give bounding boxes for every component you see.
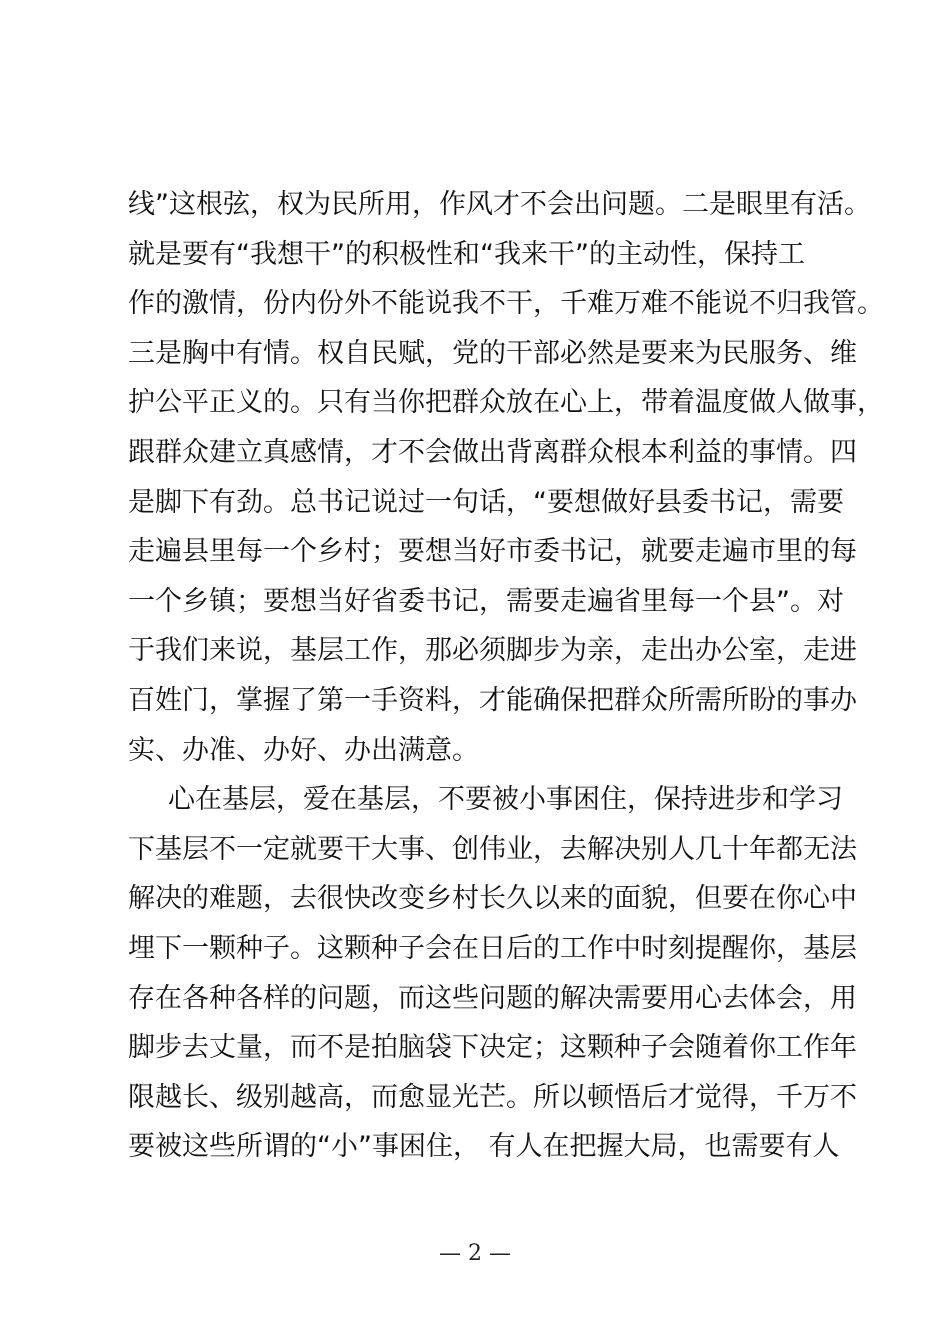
text-line: 百姓门，掌握了第一手资料，才能确保把群众所需所盼的事办 (128, 684, 857, 716)
text-line: 于我们来说，基层工作，那必须脚步为亲，走出办公室，走进 (128, 635, 857, 667)
text-line: 就是要有“我想干”的积极性和“我来干”的主动性，保持工 (128, 238, 805, 270)
text-line: 走遍县里每一个乡村；要想当好市委书记，就要走遍市里的每 (128, 536, 857, 568)
text-line: 埋下一颗种子。这颗种子会在日后的工作中时刻提醒你，基层 (128, 932, 857, 964)
text-line: 是脚下有劲。总书记说过一句话，“要想做好县委书记，需要 (128, 486, 844, 518)
text-line: 实、办准、办好、办出满意。 (128, 734, 479, 766)
text-line: 要被这些所谓的“小”事困住， 有人在把握大局，也需要有人 (128, 1131, 840, 1163)
page-number: — 2 — (439, 1241, 511, 1266)
body-text (128, 180, 884, 1172)
text-line: 存在各种各样的问题，而这些问题的解决需要用心去体会，用 (128, 982, 857, 1014)
text-line: 跟群众建立真感情，才不会做出背离群众根本利益的事情。四 (128, 436, 857, 468)
text-line: 三是胸中有情。权自民赋，党的干部必然是要来为民服务、维 (128, 337, 857, 369)
text-line: 线”这根弦，权为民所用，作风才不会出问题。二是眼里有活。 (128, 189, 871, 220)
text-line: 护公平正义的。只有当你把群众放在心上，带着温度做人做事， (128, 387, 884, 419)
text-line: 心在基层，爱在基层，不要被小事困住，保持进步和学习 (168, 784, 843, 816)
text-line: 限越长、级别越高，而愈显光芒。所以顿悟后才觉得，千万不 (128, 1081, 857, 1113)
text-line: 一个乡镇；要想当好省委书记，需要走遍省里每一个县”。对 (128, 585, 844, 617)
text-line: 下基层不一定就要干大事、创伟业，去解决别人几十年都无法 (128, 833, 857, 865)
text-line: 脚步去丈量，而不是拍脑袋下决定；这颗种子会随着你工作年 (128, 1032, 857, 1064)
text-line: 作的激情，份内份外不能说我不干，千难万难不能说不归我管。 (128, 288, 884, 320)
text-line: 解决的难题，去很快改变乡村长久以来的面貌，但要在你心中 (128, 883, 857, 915)
